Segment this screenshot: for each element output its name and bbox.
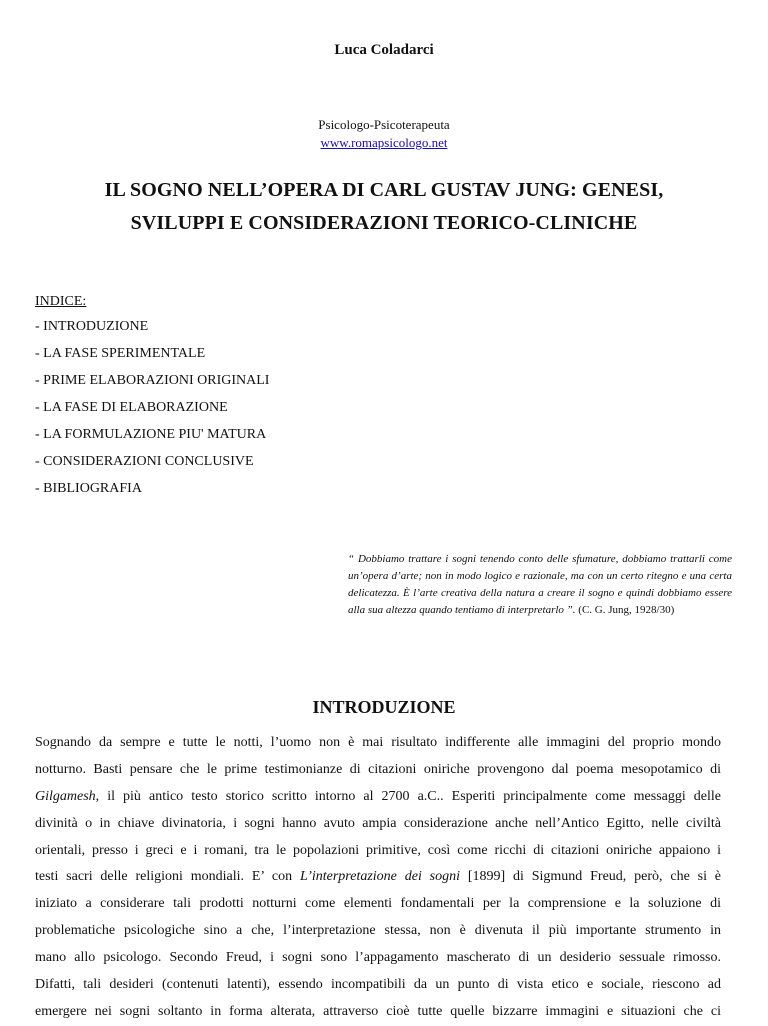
- body-text-segment: mano allo psicologo. Secondo Freud, i sogni sono l’appagamento mascherato di un desiderio sessuale rimosso.: [35, 950, 721, 966]
- affiliation-block: [0, 116, 768, 152]
- body-text-segment: emergere nei sogni soltanto in forma alterata, attraverso cioè tutte quelle bizzarre immagini e situazioni che ci: [35, 1003, 721, 1019]
- body-line: [35, 784, 721, 811]
- body-text-segment: iniziato a considerare tali prodotti notturni come elementi fondamentali per la comprensione e la soluzione di: [35, 896, 721, 912]
- body-line: [35, 811, 721, 838]
- title-line-2: SVILUPPI E CONSIDERAZIONI TEORICO-CLINICHE: [130, 212, 638, 234]
- table-of-contents: [35, 291, 435, 502]
- italic-title: L’interpretazione dei sogni: [299, 869, 461, 885]
- body-text-segment: orientali, presso i greci e i romani, tra le popolazioni primitive, così come ricchi di citazioni oniriche appaiono i: [35, 842, 721, 858]
- body-line: [35, 918, 721, 945]
- section-heading-introduzione: INTRODUZIONE: [312, 697, 456, 717]
- index-item-bibliografia: - BIBLIOGRAFIA: [35, 481, 142, 496]
- title-line-1: IL SOGNO NELL’OPERA DI CARL GUSTAV JUNG: GENESI,: [104, 179, 664, 201]
- epigraph-citation: (C. G. Jung, 1928/30): [578, 604, 675, 616]
- index-item-fase-sperimentale: - LA FASE SPERIMENTALE: [35, 346, 206, 361]
- body-text-segment: divinità o in chiave divinatoria, i sogni hanno avuto ampia considerazione anche nell’Antico Egitto, nelle civiltà: [35, 815, 721, 831]
- author-role: Psicologo-Psicoterapeuta: [318, 117, 450, 132]
- body-text-segment: problematiche psicologiche sino a che, l’interpretazione stessa, non è divenuta il più importante strumento in: [35, 923, 721, 939]
- index-list: [35, 313, 435, 502]
- body-text-segment: Sognando da sempre e tutte le notti, l’uomo non è mai risultato indifferente alle immagini del proprio mondo: [35, 735, 721, 750]
- website-link[interactable]: www.romapsicologo.net: [320, 135, 448, 150]
- body-line: [35, 838, 721, 865]
- epigraph-text: “ Dobbiamo trattare i sogni tenendo conto delle sfumature, dobbiamo trattarli come un’opera d’arte; non in modo logico e razionale, ma con un certo ritegno e una certa delicatezza. È l’arte creativa della natura a creare il sogno e quindi dobbiamo essere alla sua altezza quando tentiamo di interpretarlo ”.: [348, 553, 732, 616]
- epigraph-quote: [348, 551, 732, 619]
- body-line: [35, 864, 721, 891]
- italic-title: Gilgamesh: [35, 788, 96, 804]
- body-line: [35, 757, 721, 784]
- body-text-segment: [1899] di Sigmund Freud, però, che si è: [460, 869, 722, 885]
- index-item-introduzione: - INTRODUZIONE: [35, 319, 149, 334]
- index-heading: INDICE:: [35, 294, 87, 309]
- author-name: Luca Coladarci: [334, 42, 434, 58]
- index-item-considerazioni: - CONSIDERAZIONI CONCLUSIVE: [35, 454, 254, 469]
- body-text-segment: testi sacri delle religioni mondiali. E’ con: [35, 869, 300, 885]
- index-item-prime-elaborazioni: - PRIME ELABORAZIONI ORIGINALI: [35, 373, 270, 388]
- body-line: [35, 972, 721, 999]
- body-line: [35, 999, 721, 1026]
- body-line: [35, 730, 721, 757]
- index-item-fase-elaborazione: - LA FASE DI ELABORAZIONE: [35, 400, 228, 415]
- index-item-formulazione-matura: - LA FORMULAZIONE PIU' MATURA: [35, 427, 267, 442]
- paper-title: [0, 174, 768, 240]
- body-text-segment: , il più antico testo storico scritto intorno al 2700 a.C.. Esperiti principalmente come messaggi delle: [95, 788, 721, 804]
- body-text-segment: Difatti, tali desideri (contenuti latenti), essendo incompatibili da un punto di vista etico e sociale, riescono ad: [35, 977, 721, 993]
- body-paragraph: [35, 730, 721, 1026]
- body-line: [35, 891, 721, 918]
- body-line: [35, 945, 721, 972]
- body-text-segment: notturno. Basti pensare che le prime testimonianze di citazioni oniriche provengono dal poema mesopotamico di: [35, 761, 721, 777]
